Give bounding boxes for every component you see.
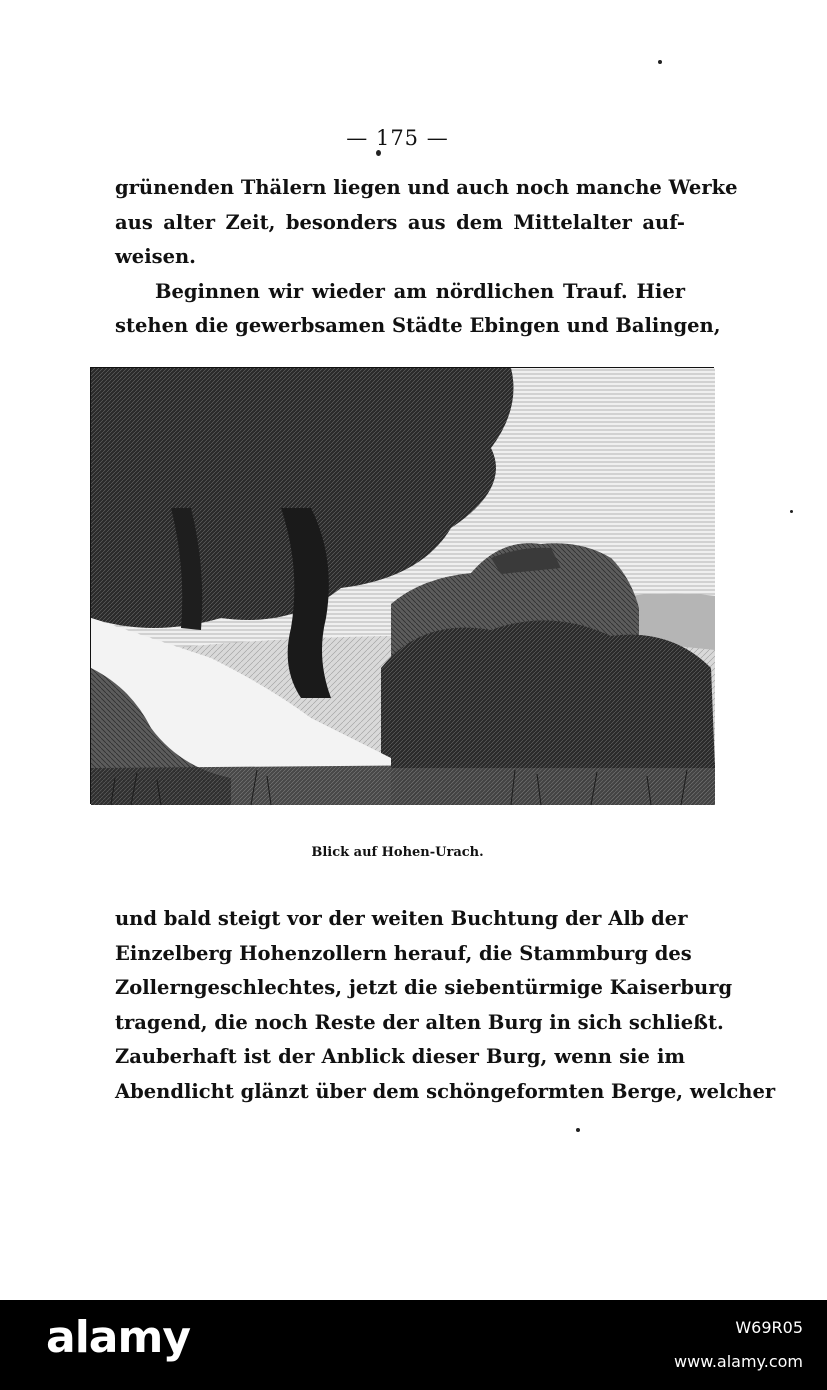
text-line: aus alter Zeit, besonders aus dem Mittelalter auf- <box>115 210 685 234</box>
image-id: W69R05 <box>735 1318 803 1337</box>
ink-speck <box>790 510 793 513</box>
body-text-top <box>115 171 738 344</box>
landscape-engraving-drawing <box>91 368 715 805</box>
text-line: Zollerngeschlechtes, jetzt die siebentürmige Kaiserburg <box>115 976 733 999</box>
text-line: Beginnen wir wieder am nördlichen Trauf. Hier <box>155 279 685 303</box>
engraving-landscape-image <box>90 367 714 804</box>
ink-speck <box>376 150 381 156</box>
text-line: grünenden Thälern liegen und auch noch manche Werke <box>115 176 738 199</box>
watermark-banner <box>0 1300 827 1390</box>
ink-speck <box>658 60 662 64</box>
text-line: und bald steigt vor der weiten Buchtung der Alb der <box>115 907 688 930</box>
text-line: Einzelberg Hohenzollern herauf, die Stammburg des <box>115 941 692 965</box>
illustration-caption: Blick auf Hohen-Urach. <box>311 845 484 860</box>
text-line: weisen. <box>115 245 196 268</box>
text-line: stehen die gewerbsamen Städte Ebingen und Balingen, <box>115 314 721 337</box>
body-text-bottom <box>115 902 776 1109</box>
text-line: Abendlicht glänzt über dem schöngeformten Berge, welcher <box>115 1079 776 1103</box>
site-url: www.alamy.com <box>674 1352 803 1371</box>
text-line: Zauberhaft ist der Anblick dieser Burg, wenn sie im <box>115 1045 685 1068</box>
page-number: — 175 — <box>346 126 449 150</box>
text-line: tragend, die noch Reste der alten Burg in sich schließt. <box>115 1010 724 1034</box>
ink-speck <box>576 1128 580 1132</box>
brand-logo: alamy <box>46 1312 190 1363</box>
